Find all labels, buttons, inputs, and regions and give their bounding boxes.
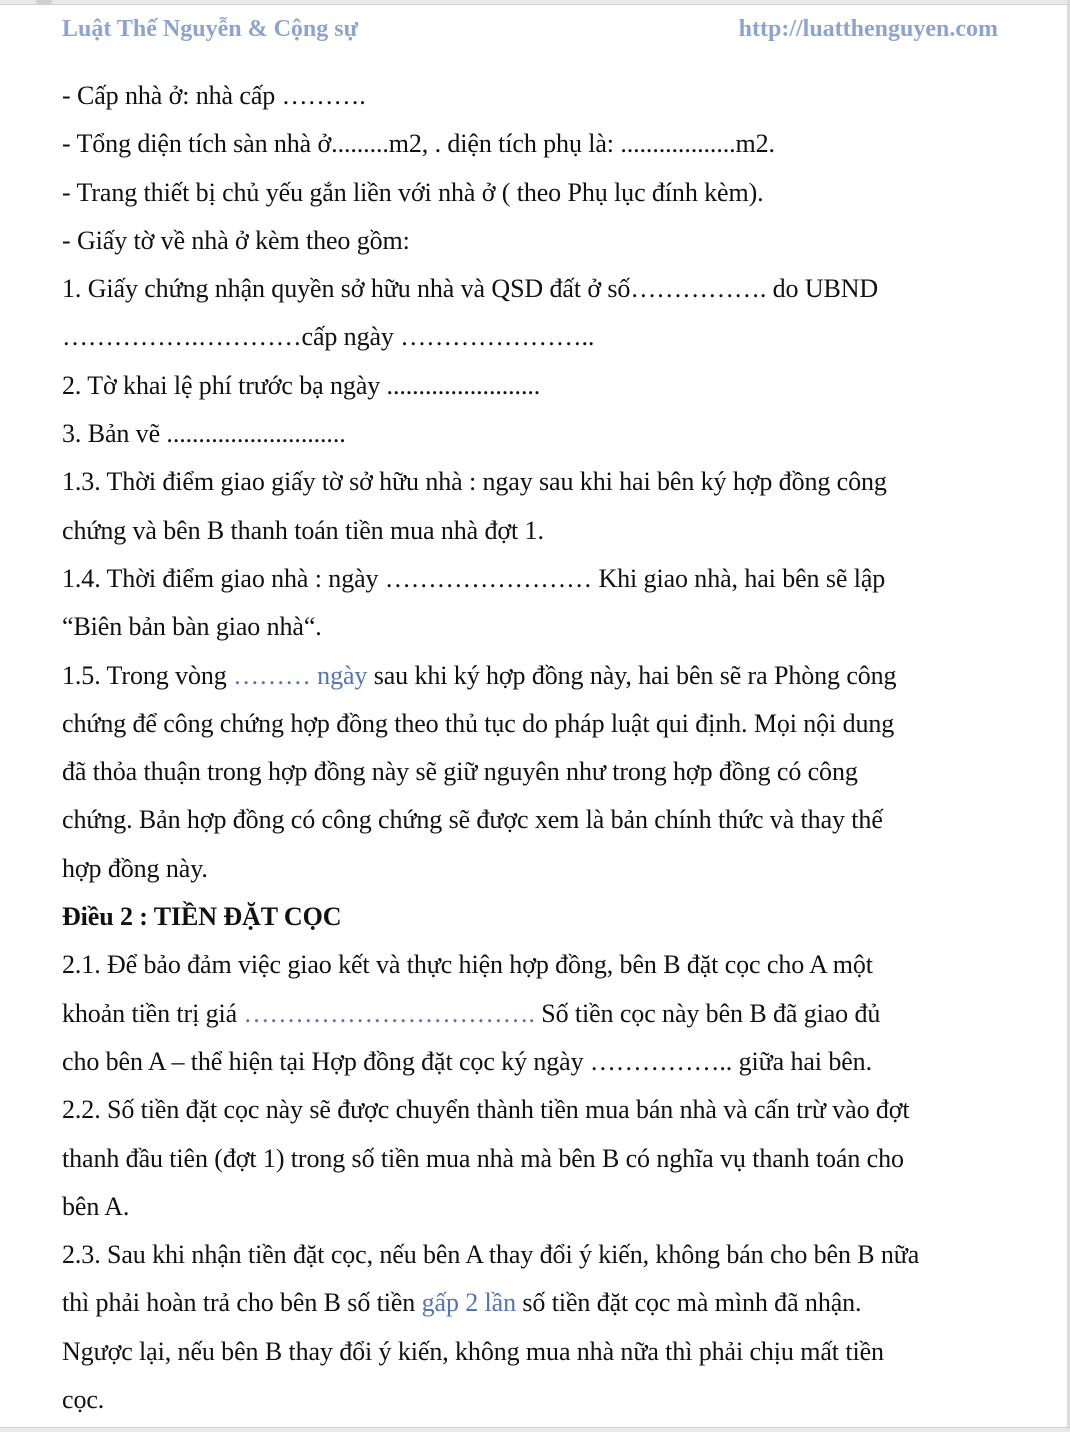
text-line: - Tổng diện tích sàn nhà ở.........m2, . diện tích phụ là: ..................m2. bbox=[62, 129, 775, 159]
text-line: Ngược lại, nếu bên B thay đổi ý kiến, không mua nhà nữa thì phải chịu mất tiền bbox=[62, 1336, 884, 1366]
firm-name: Luật Thế Nguyễn & Cộng sự bbox=[62, 16, 359, 42]
text-line: cọc. bbox=[62, 1385, 105, 1415]
text-line: 1.5. Trong vòng ……… ngày sau khi ký hợp đồng này, hai bên sẽ ra Phòng công bbox=[62, 660, 897, 690]
text-line: 1. Giấy chứng nhận quyền sở hữu nhà và QSD đất ở số……………. do UBND bbox=[62, 274, 879, 304]
text-line: - Giấy tờ về nhà ở kèm theo gồm: bbox=[62, 225, 410, 255]
text-line: hợp đồng này. bbox=[62, 853, 208, 883]
text-line: chứng. Bản hợp đồng có công chứng sẽ được xem là bản chính thức và thay thế bbox=[62, 805, 883, 835]
text-line: …………….…………cấp ngày ………………….. bbox=[62, 322, 595, 352]
text-line: - Trang thiết bị chủ yếu gắn liền với nhà ở ( theo Phụ lục đính kèm). bbox=[62, 177, 764, 207]
text-line: chứng và bên B thanh toán tiền mua nhà đợt 1. bbox=[62, 515, 544, 545]
page-header bbox=[62, 16, 998, 48]
text-line: 1.3. Thời điểm giao giấy tờ sở hữu nhà : ngay sau khi hai bên ký hợp đồng công bbox=[62, 467, 887, 497]
highlight-text: ……… ngày bbox=[233, 660, 368, 690]
text-line: 2.1. Để bảo đảm việc giao kết và thực hiện hợp đồng, bên B đặt cọc cho A một bbox=[62, 950, 873, 980]
text-line: cho bên A – thể hiện tại Hợp đồng đặt cọc ký ngày …………….. giữa hai bên. bbox=[62, 1046, 872, 1076]
text-line: 3. Bản vẽ ............................ bbox=[62, 419, 346, 449]
document-body bbox=[62, 72, 1012, 1424]
window-bottom-edge bbox=[0, 1427, 1070, 1432]
text-line: 2.2. Số tiền đặt cọc này sẽ được chuyển thành tiền mua bán nhà và cấn trừ vào đợt bbox=[62, 1095, 910, 1125]
text-line: khoản tiền trị giá ……………………………. Số tiền cọc này bên B đã giao đủ bbox=[62, 998, 881, 1028]
text-line: 2.3. Sau khi nhận tiền đặt cọc, nếu bên A thay đổi ý kiến, không bán cho bên B nữa bbox=[62, 1240, 920, 1270]
text-line: - Cấp nhà ở: nhà cấp ………. bbox=[62, 81, 366, 110]
text-line: 1.4. Thời điểm giao nhà : ngày …………………… Khi giao nhà, hai bên sẽ lập bbox=[62, 563, 886, 593]
text-line: bên A. bbox=[62, 1191, 130, 1221]
window-tab-handle bbox=[36, 0, 52, 4]
highlight-text: ……………………………. bbox=[243, 998, 535, 1028]
website-url[interactable]: http://luatthenguyen.com bbox=[738, 16, 998, 42]
text-line: chứng để công chứng hợp đồng theo thủ tục do pháp luật qui định. Mọi nội dung bbox=[62, 708, 895, 738]
section-heading: Điều 2 : TIỀN ĐẶT CỌC bbox=[62, 902, 342, 932]
text-line: “Biên bản bàn giao nhà“. bbox=[62, 612, 322, 642]
window-top-edge bbox=[0, 0, 1070, 5]
highlight-text: gấp 2 lần bbox=[421, 1288, 517, 1318]
text-line: 2. Tờ khai lệ phí trước bạ ngày ........................ bbox=[62, 370, 541, 400]
text-line: thanh đầu tiên (đợt 1) trong số tiền mua nhà mà bên B có nghĩa vụ thanh toán cho bbox=[62, 1143, 904, 1173]
text-line: thì phải hoàn trả cho bên B số tiền gấp 2 lần số tiền đặt cọc mà mình đã nhận. bbox=[62, 1288, 862, 1318]
text-line: đã thỏa thuận trong hợp đồng này sẽ giữ nguyên như trong hợp đồng có công bbox=[62, 757, 858, 787]
